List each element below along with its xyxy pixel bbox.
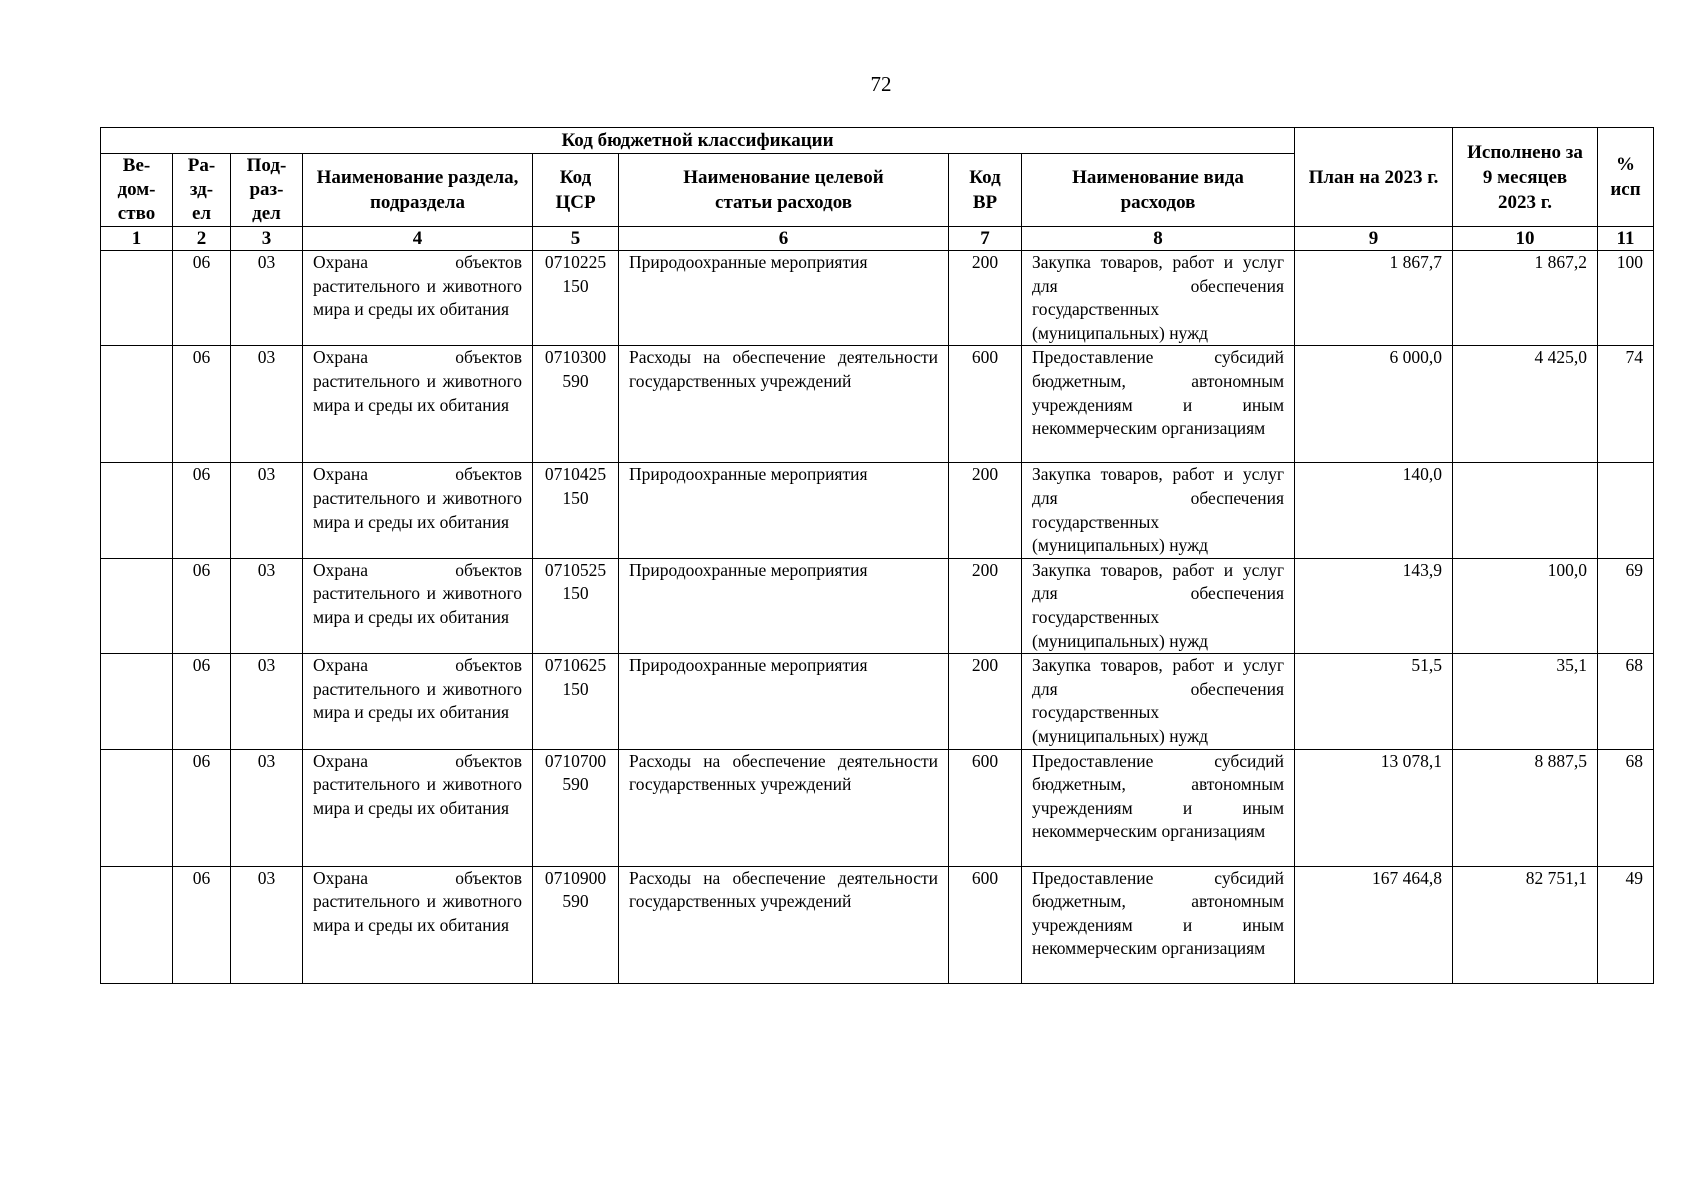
target-name-header: Наименование целевой статьи расходов xyxy=(619,154,949,227)
vr-name-cell: Предоставление субсидий бюджетным, автономным учреждениям и иным некоммерческим организациям xyxy=(1022,866,1295,983)
razdel-cell: 06 xyxy=(173,346,231,463)
percent-cell: 49 xyxy=(1598,866,1654,983)
table-row xyxy=(101,346,1654,463)
vr-name-cell: Предоставление субсидий бюджетным, автономным учреждениям и иным некоммерческим организациям xyxy=(1022,749,1295,866)
vedomstvo-cell xyxy=(101,866,173,983)
target-name-cell: Природоохранные мероприятия xyxy=(619,654,949,749)
vr-code-cell: 600 xyxy=(949,749,1022,866)
column-number: 4 xyxy=(303,227,533,251)
vr-code-cell: 200 xyxy=(949,558,1022,653)
table-row xyxy=(101,463,1654,558)
razdel-name-cell: Охрана объектов растительного и животного мира и среды их обитания xyxy=(303,346,533,463)
podrazdel-cell: 03 xyxy=(231,654,303,749)
podrazdel-cell: 03 xyxy=(231,463,303,558)
page-number: 72 xyxy=(870,72,892,96)
vr-code-cell: 600 xyxy=(949,866,1022,983)
done-cell: 100,0 xyxy=(1453,558,1598,653)
column-number: 7 xyxy=(949,227,1022,251)
percent-cell: 68 xyxy=(1598,749,1654,866)
column-number: 2 xyxy=(173,227,231,251)
razdel-name-cell: Охрана объектов растительного и животного мира и среды их обитания xyxy=(303,558,533,653)
column-numbers-row xyxy=(101,227,1654,251)
razdel-cell: 06 xyxy=(173,558,231,653)
column-number: 3 xyxy=(231,227,303,251)
vr-header: Код ВР xyxy=(949,154,1022,227)
podrazdel-cell: 03 xyxy=(231,346,303,463)
csr-code-cell: 0710900590 xyxy=(533,866,619,983)
vedomstvo-cell xyxy=(101,463,173,558)
csr-header: Код ЦСР xyxy=(533,154,619,227)
table-header xyxy=(101,128,1654,251)
target-name-cell: Расходы на обеспечение деятельности государственных учреждений xyxy=(619,866,949,983)
target-name-cell: Природоохранные мероприятия xyxy=(619,463,949,558)
razdel-header: Ра- зд- ел xyxy=(173,154,231,227)
done-cell: 82 751,1 xyxy=(1453,866,1598,983)
target-name-cell: Расходы на обеспечение деятельности государственных учреждений xyxy=(619,346,949,463)
vr-code-cell: 200 xyxy=(949,463,1022,558)
razdel-cell: 06 xyxy=(173,654,231,749)
razdel-cell: 06 xyxy=(173,463,231,558)
table-row xyxy=(101,654,1654,749)
percent-cell: 69 xyxy=(1598,558,1654,653)
razdel-name-cell: Охрана объектов растительного и животного мира и среды их обитания xyxy=(303,251,533,346)
plan-cell: 51,5 xyxy=(1295,654,1453,749)
table-row xyxy=(101,251,1654,346)
table-row xyxy=(101,866,1654,983)
vedomstvo-cell xyxy=(101,558,173,653)
budget-table xyxy=(100,127,1654,984)
plan-header: План на 2023 г. xyxy=(1295,128,1453,227)
done-header: Исполнено за 9 месяцев 2023 г. xyxy=(1453,128,1598,227)
podrazdel-cell: 03 xyxy=(231,866,303,983)
podrazdel-cell: 03 xyxy=(231,251,303,346)
percent-cell: 74 xyxy=(1598,346,1654,463)
vr-name-cell: Закупка товаров, работ и услуг для обеспечения государственных (муниципальных) нужд xyxy=(1022,251,1295,346)
column-number: 1 xyxy=(101,227,173,251)
plan-cell: 140,0 xyxy=(1295,463,1453,558)
vr-name-cell: Закупка товаров, работ и услуг для обеспечения государственных (муниципальных) нужд xyxy=(1022,558,1295,653)
vr-name-cell: Закупка товаров, работ и услуг для обеспечения государственных (муниципальных) нужд xyxy=(1022,654,1295,749)
razdel-name-cell: Охрана объектов растительного и животного мира и среды их обитания xyxy=(303,463,533,558)
csr-code-cell: 0710700590 xyxy=(533,749,619,866)
razdel-name-cell: Охрана объектов растительного и животного мира и среды их обитания xyxy=(303,749,533,866)
done-cell: 4 425,0 xyxy=(1453,346,1598,463)
vedomstvo-cell xyxy=(101,251,173,346)
percent-cell: 68 xyxy=(1598,654,1654,749)
csr-code-cell: 0710225150 xyxy=(533,251,619,346)
razdel-cell: 06 xyxy=(173,251,231,346)
vedomstvo-cell xyxy=(101,749,173,866)
table-row xyxy=(101,558,1654,653)
done-cell xyxy=(1453,463,1598,558)
table-row xyxy=(101,749,1654,866)
podrazdel-cell: 03 xyxy=(231,558,303,653)
column-number: 10 xyxy=(1453,227,1598,251)
column-number: 11 xyxy=(1598,227,1654,251)
plan-cell: 13 078,1 xyxy=(1295,749,1453,866)
plan-cell: 167 464,8 xyxy=(1295,866,1453,983)
razdel-name-header: Наименование раздела, подраздела xyxy=(303,154,533,227)
column-number: 5 xyxy=(533,227,619,251)
csr-code-cell: 0710425150 xyxy=(533,463,619,558)
target-name-cell: Расходы на обеспечение деятельности государственных учреждений xyxy=(619,749,949,866)
vr-code-cell: 200 xyxy=(949,251,1022,346)
plan-cell: 6 000,0 xyxy=(1295,346,1453,463)
razdel-name-cell: Охрана объектов растительного и животного мира и среды их обитания xyxy=(303,866,533,983)
done-cell: 1 867,2 xyxy=(1453,251,1598,346)
target-name-cell: Природоохранные мероприятия xyxy=(619,251,949,346)
column-number: 9 xyxy=(1295,227,1453,251)
vedomstvo-cell xyxy=(101,346,173,463)
percent-cell xyxy=(1598,463,1654,558)
plan-cell: 143,9 xyxy=(1295,558,1453,653)
percent-cell: 100 xyxy=(1598,251,1654,346)
table-body xyxy=(101,251,1654,984)
csr-code-cell: 0710625150 xyxy=(533,654,619,749)
column-number: 6 xyxy=(619,227,949,251)
csr-code-cell: 0710525150 xyxy=(533,558,619,653)
vr-code-cell: 200 xyxy=(949,654,1022,749)
razdel-cell: 06 xyxy=(173,866,231,983)
vr-name-cell: Закупка товаров, работ и услуг для обеспечения государственных (муниципальных) нужд xyxy=(1022,463,1295,558)
vr-code-cell: 600 xyxy=(949,346,1022,463)
razdel-cell: 06 xyxy=(173,749,231,866)
done-cell: 8 887,5 xyxy=(1453,749,1598,866)
target-name-cell: Природоохранные мероприятия xyxy=(619,558,949,653)
vedomstvo-cell xyxy=(101,654,173,749)
column-number: 8 xyxy=(1022,227,1295,251)
podrazdel-cell: 03 xyxy=(231,749,303,866)
csr-code-cell: 0710300590 xyxy=(533,346,619,463)
podrazdel-header: Под- раз- дел xyxy=(231,154,303,227)
done-cell: 35,1 xyxy=(1453,654,1598,749)
razdel-name-cell: Охрана объектов растительного и животного мира и среды их обитания xyxy=(303,654,533,749)
plan-cell: 1 867,7 xyxy=(1295,251,1453,346)
percent-header: % исп xyxy=(1598,128,1654,227)
budget-classification-header: Код бюджетной классификации xyxy=(101,128,1295,154)
vr-name-header: Наименование вида расходов xyxy=(1022,154,1295,227)
vr-name-cell: Предоставление субсидий бюджетным, автономным учреждениям и иным некоммерческим организациям xyxy=(1022,346,1295,463)
vedomstvo-header: Ве- дом- ство xyxy=(101,154,173,227)
